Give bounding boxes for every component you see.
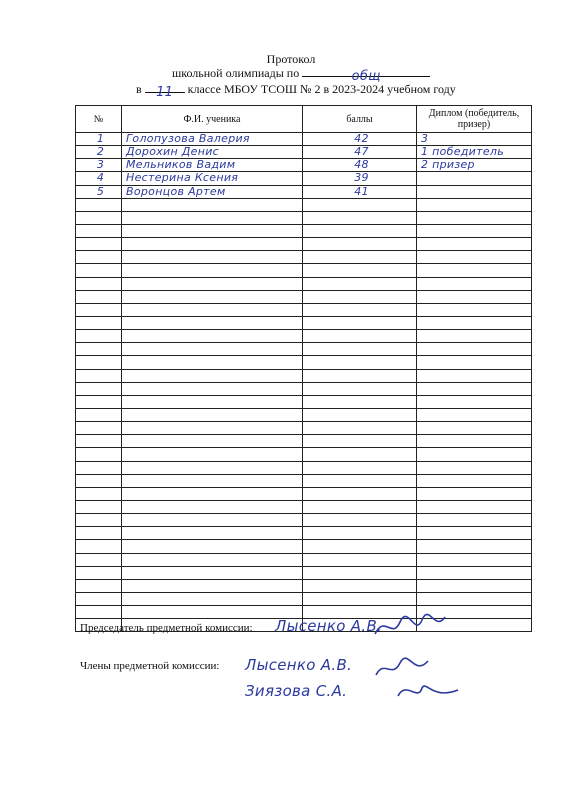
empty-cell [122,303,303,316]
empty-cell [417,290,532,303]
empty-cell [303,224,417,237]
empty-cell [303,448,417,461]
row-diploma-cell [417,185,532,198]
empty-cell [417,527,532,540]
empty-cell [303,251,417,264]
empty-cell [303,553,417,566]
table-row-empty [76,487,532,500]
empty-cell [303,303,417,316]
table-row-empty [76,579,532,592]
chairman-label: Председатель предметной комиссии: [80,622,253,634]
table-row-empty [76,540,532,553]
empty-cell [122,238,303,251]
empty-cell [303,487,417,500]
empty-cell [417,435,532,448]
table-row [76,146,532,159]
table-header-row [76,106,532,133]
row-score-cell: 47 [303,146,417,159]
table-row-empty [76,330,532,343]
empty-cell [122,277,303,290]
col-diploma-label: Диплом (победитель, призер) [428,108,520,130]
row-score-cell: 41 [303,185,417,198]
empty-cell [76,382,122,395]
empty-cell [303,290,417,303]
table-row-empty [76,514,532,527]
empty-cell [417,277,532,290]
row-score-cell: 48 [303,159,417,172]
empty-cell [122,290,303,303]
empty-cell [417,408,532,421]
empty-cell [76,238,122,251]
empty-cell [303,264,417,277]
empty-cell [76,606,122,619]
empty-cell [303,579,417,592]
empty-cell [76,395,122,408]
empty-cell [122,566,303,579]
empty-cell [76,448,122,461]
table-row-empty [76,264,532,277]
document-title: Протокол [266,52,316,66]
empty-cell [122,487,303,500]
empty-cell [122,553,303,566]
table-row-empty [76,553,532,566]
table-row [76,172,532,185]
subject-handwritten: общ [351,69,381,84]
empty-cell [76,224,122,237]
empty-cell [122,422,303,435]
empty-cell [122,435,303,448]
table-row-empty [76,566,532,579]
table-row-empty [76,422,532,435]
empty-cell [303,540,417,553]
table-row [76,133,532,146]
members-label: Члены предметной комиссии: [80,660,220,672]
empty-cell [122,211,303,224]
empty-cell [122,343,303,356]
empty-cell [417,356,532,369]
table-row-empty [76,382,532,395]
empty-cell [122,592,303,605]
empty-cell [76,356,122,369]
member2-signature: Зиязова С.А. [245,682,348,700]
empty-cell [417,540,532,553]
grade-handwritten: 11 [156,85,174,100]
row-diploma-cell: 1 победитель [417,146,532,159]
empty-cell [76,369,122,382]
empty-cell [122,224,303,237]
empty-cell [76,330,122,343]
empty-cell [303,343,417,356]
empty-cell [76,566,122,579]
empty-cell [417,224,532,237]
results-table [75,105,532,632]
table-row-empty [76,290,532,303]
empty-cell [303,277,417,290]
empty-cell [76,408,122,421]
empty-cell [76,592,122,605]
chairman-signature-scribble-icon [370,612,450,642]
col-name-header: Ф.И. ученика [122,106,303,133]
row-diploma-cell [417,172,532,185]
empty-cell [303,316,417,329]
table-row-empty [76,474,532,487]
empty-cell [417,487,532,500]
empty-cell [303,382,417,395]
empty-cell [417,211,532,224]
empty-cell [303,408,417,421]
member1-signature: Лысенко А.В. [245,656,353,674]
table-row [76,185,532,198]
empty-cell [303,211,417,224]
empty-cell [303,514,417,527]
empty-cell [122,461,303,474]
grade-suffix: классе МБОУ ТСОШ № 2 в 2023-2024 учебном году [187,82,456,96]
table-row-empty [76,448,532,461]
empty-cell [417,553,532,566]
empty-cell [122,251,303,264]
empty-cell [303,422,417,435]
olympiad-label: школьной олимпиады по [172,66,300,80]
empty-cell [417,566,532,579]
grade-line [136,82,456,100]
olympiad-subject-line [172,66,430,84]
empty-cell [303,198,417,211]
grade-prefix: в [136,82,142,96]
empty-cell [417,514,532,527]
empty-cell [417,592,532,605]
chairman-signature: Лысенко А.В. [275,617,383,635]
empty-cell [122,540,303,553]
col-number-header: № [76,106,122,133]
empty-cell [303,461,417,474]
row-name-cell: Дорохин Денис [122,146,303,159]
table-row-empty [76,408,532,421]
empty-cell [122,382,303,395]
empty-cell [417,500,532,513]
empty-cell [122,408,303,421]
empty-cell [417,448,532,461]
empty-cell [417,369,532,382]
row-name-cell: Воронцов Артем [122,185,303,198]
empty-cell [417,251,532,264]
empty-cell [122,514,303,527]
empty-cell [417,343,532,356]
empty-cell [76,579,122,592]
empty-cell [417,474,532,487]
row-score-cell: 42 [303,133,417,146]
row-name-cell: Нестерина Ксения [122,172,303,185]
member2-signature-scribble-icon [392,678,462,704]
empty-cell [303,566,417,579]
empty-cell [122,448,303,461]
table-row [76,159,532,172]
table-row-empty [76,211,532,224]
empty-cell [417,395,532,408]
table-row-empty [76,435,532,448]
row-name-cell: Мельников Вадим [122,159,303,172]
empty-cell [303,356,417,369]
empty-cell [122,527,303,540]
table-row-empty [76,527,532,540]
table-row-empty [76,369,532,382]
empty-cell [76,211,122,224]
empty-cell [122,356,303,369]
empty-cell [122,198,303,211]
grade-field [145,85,185,100]
empty-cell [417,198,532,211]
empty-cell [76,474,122,487]
table-row-empty [76,343,532,356]
col-diploma-header [417,106,532,133]
empty-cell [122,264,303,277]
empty-cell [122,579,303,592]
empty-cell [76,540,122,553]
empty-cell [417,316,532,329]
empty-cell [76,487,122,500]
empty-cell [303,500,417,513]
row-score-cell: 39 [303,172,417,185]
empty-cell [417,238,532,251]
empty-cell [76,500,122,513]
empty-cell [76,461,122,474]
empty-cell [417,579,532,592]
empty-cell [303,395,417,408]
empty-cell [122,369,303,382]
empty-cell [76,553,122,566]
subject-field [302,69,430,84]
table-row-empty [76,356,532,369]
empty-cell [122,316,303,329]
empty-cell [303,435,417,448]
row-number-cell: 5 [76,185,122,198]
row-diploma-cell: 2 призер [417,159,532,172]
table-row-empty [76,238,532,251]
table-row-empty [76,198,532,211]
table-row-empty [76,500,532,513]
empty-cell [76,277,122,290]
empty-cell [76,303,122,316]
empty-cell [76,422,122,435]
row-number-cell: 1 [76,133,122,146]
empty-cell [76,527,122,540]
empty-cell [76,264,122,277]
empty-cell [76,316,122,329]
table-row-empty [76,224,532,237]
table-row-empty [76,461,532,474]
empty-cell [76,343,122,356]
empty-cell [122,395,303,408]
empty-cell [303,592,417,605]
table-row-empty [76,251,532,264]
table-row-empty [76,592,532,605]
empty-cell [122,474,303,487]
row-number-cell: 2 [76,146,122,159]
empty-cell [122,330,303,343]
empty-cell [303,527,417,540]
row-number-cell: 4 [76,172,122,185]
empty-cell [417,461,532,474]
table-row-empty [76,395,532,408]
row-diploma-cell: 3 [417,133,532,146]
table-row-empty [76,316,532,329]
empty-cell [76,290,122,303]
empty-cell [303,330,417,343]
empty-cell [122,500,303,513]
table-row-empty [76,277,532,290]
empty-cell [76,514,122,527]
empty-cell [303,238,417,251]
empty-cell [417,382,532,395]
row-number-cell: 3 [76,159,122,172]
empty-cell [76,251,122,264]
empty-cell [303,369,417,382]
table-row-empty [76,303,532,316]
empty-cell [303,474,417,487]
empty-cell [417,264,532,277]
empty-cell [76,435,122,448]
empty-cell [76,198,122,211]
col-score-header: баллы [303,106,417,133]
row-name-cell: Голопузова Валерия [122,133,303,146]
empty-cell [417,303,532,316]
empty-cell [417,330,532,343]
empty-cell [417,422,532,435]
